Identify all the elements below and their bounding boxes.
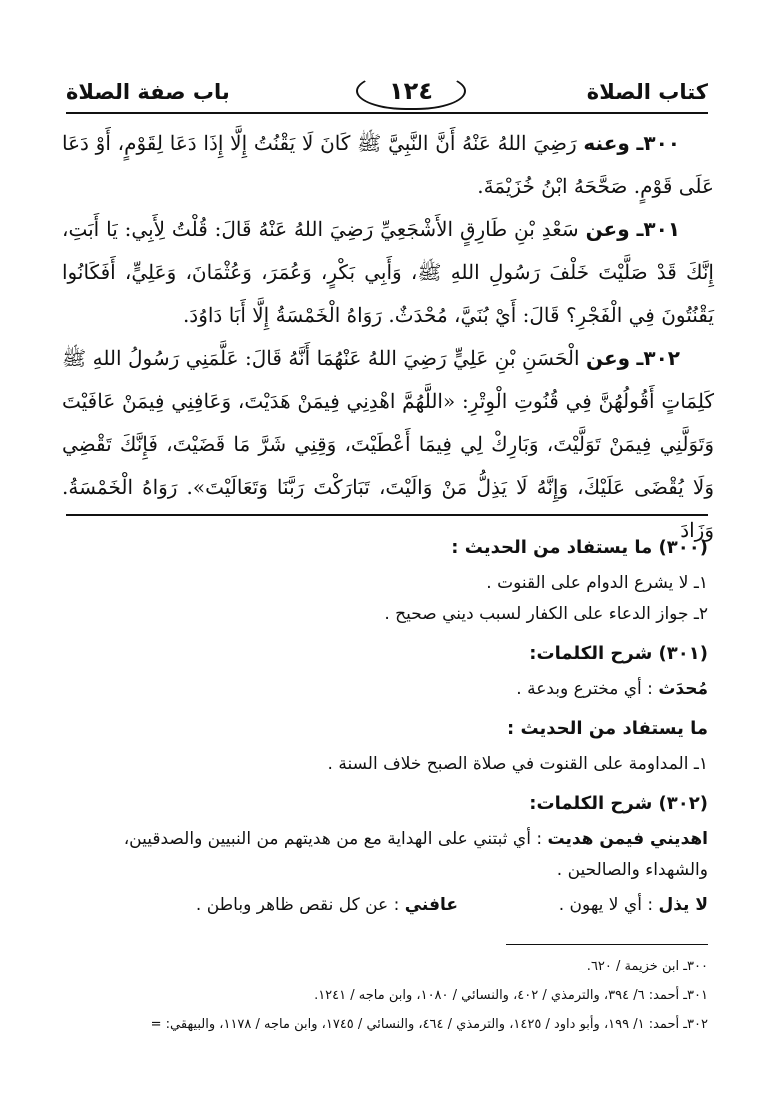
footnotes (66, 952, 708, 1039)
words-heading-302: (٣٠٢) شرح الكلمات: (529, 793, 708, 814)
hadith-number: ٣٠١ـ (636, 217, 681, 241)
word-term: اهديني فيمن هديت (547, 829, 708, 849)
hadith-302 (62, 337, 714, 552)
footnote: ٣٠١ـ أحمد: ٦/ ٣٩٤، والترمذي / ٤٠٢، والنسائي / ١٠٨٠، وابن ماجه / ١٢٤١. (314, 988, 708, 1003)
hadith-text (62, 122, 714, 552)
benefits-heading-301: ما يستفاد من الحديث : (507, 718, 708, 739)
chapter-title: باب صفة الصلاة (66, 80, 230, 104)
book-title: كتاب الصلاة (586, 80, 708, 104)
word-definition: : عن كل نقص ظاهر وباطن . (195, 895, 400, 915)
word-definition: : أي ثبتني على الهداية مع من هديتهم من النبيين والصدقيين، والشهداء والصالحين . (123, 829, 708, 880)
page-number: ١٢٤ (356, 72, 466, 110)
benefit-item: ١ـ المداومة على القنوت في صلاة الصبح خلاف السنة . (327, 754, 708, 774)
hadith-body: الْحَسَنِ بْنِ عَلِيٍّ رَضِيَ اللهُ عَنْهُمَا أَنَّهُ قَالَ: عَلَّمَنِي رَسُولُ اللهِ ﷺ كَلِمَاتٍ أَقُولُهُنَّ فِي قُنُوتِ الْوِتْرِ: «اللَّهُمَّ اهْدِنِي فِيمَنْ هَدَيْتَ، وَعَافِنِي فِيمَنْ عَافَيْتَ وَتَوَلَّنِي فِيمَنْ تَوَلَّيْتَ، وَبَارِكْ لِي فِيمَا أَعْطَيْتَ، وَقِنِي شَرَّ مَا قَضَيْتَ، فَإِنَّكَ تَقْضِي وَلَا يُقْضَى عَلَيْكَ، وَإِنَّهُ لَا يَذِلُّ مَنْ وَالَيْتَ، تَبَارَكْتَ رَبَّنَا وَتَعَالَيْتَ». رَوَاهُ الْخَمْسَةُ. وَزَادَ (62, 346, 714, 542)
hadith-300 (62, 122, 714, 208)
hadith-intro: وعن (585, 217, 630, 241)
word-explanation (196, 888, 458, 922)
word-term: لا يذل (658, 895, 708, 915)
word-definition: : أي مخترع وبدعة . (516, 679, 653, 699)
page-header (66, 72, 708, 120)
benefits-heading-300: (٣٠٠) ما يستفاد من الحديث : (451, 537, 708, 558)
hadith-intro: وعنه (583, 131, 630, 155)
hadith-number: ٣٠٢ـ (636, 346, 681, 370)
footnote: ٣٠٢ـ أحمد: ١/ ١٩٩، وأبو داود / ١٤٢٥، والترمذي / ٤٦٤، والنسائي / ١٧٤٥، وابن ماجه / ١١٧٨، والبيهقي: = (150, 1017, 708, 1032)
word-term: مُحدَث (658, 679, 708, 699)
hadith-intro: وعن (586, 346, 631, 370)
hadith-number: ٣٠٠ـ (636, 131, 681, 155)
word-term: عافني (404, 895, 458, 915)
footnote-rule (506, 944, 708, 945)
word-explanation (66, 824, 708, 886)
section-divider (66, 514, 708, 516)
words-heading-301: (٣٠١) شرح الكلمات: (529, 643, 708, 664)
hadith-301 (62, 208, 714, 337)
word-explanation (559, 888, 708, 922)
benefit-item: ١ـ لا يشرع الدوام على القنوت . (486, 573, 708, 593)
hadith-body: سَعْدِ بْنِ طَارِقٍ الأَشْجَعِيِّ رَضِيَ اللهُ عَنْهُ قَالَ: قُلْتُ لِأَبِي: يَا أَبَتِ، إِنَّكَ قَدْ صَلَّيْتَ خَلْفَ رَسُولِ اللهِ ﷺ، وَأَبِي بَكْرٍ، وَعُمَرَ، وَعُثْمَانَ، وَعَلِيٍّ، أَفَكَانُوا يَقْنُتُونَ فِي الْفَجْرِ؟ قَالَ: أَيْ بُنَيَّ، مُحْدَثٌ. رَوَاهُ الْخَمْسَةُ إِلَّا أَبَا دَاوُدَ. (62, 217, 714, 327)
header-rule (66, 112, 708, 114)
word-explanation (66, 674, 708, 705)
hadith-body: رَضِيَ اللهُ عَنْهُ أَنَّ النَّبِيَّ ﷺ كَانَ لَا يَقْنُتُ إِلَّا إِذَا دَعَا لِقَوْمٍ، أَوْ دَعَا عَلَى قَوْمٍ. صَحَّحَهُ ابْنُ خُزَيْمَةَ. (62, 131, 714, 198)
commentary (66, 524, 708, 922)
word-explanation-pair (66, 888, 708, 922)
word-definition: : أي لا يهون . (558, 895, 654, 915)
benefit-item: ٢ـ جواز الدعاء على الكفار لسبب ديني صحيح . (384, 604, 708, 624)
footnote: ٣٠٠ـ ابن خزيمة / ٦٢٠. (586, 959, 708, 974)
